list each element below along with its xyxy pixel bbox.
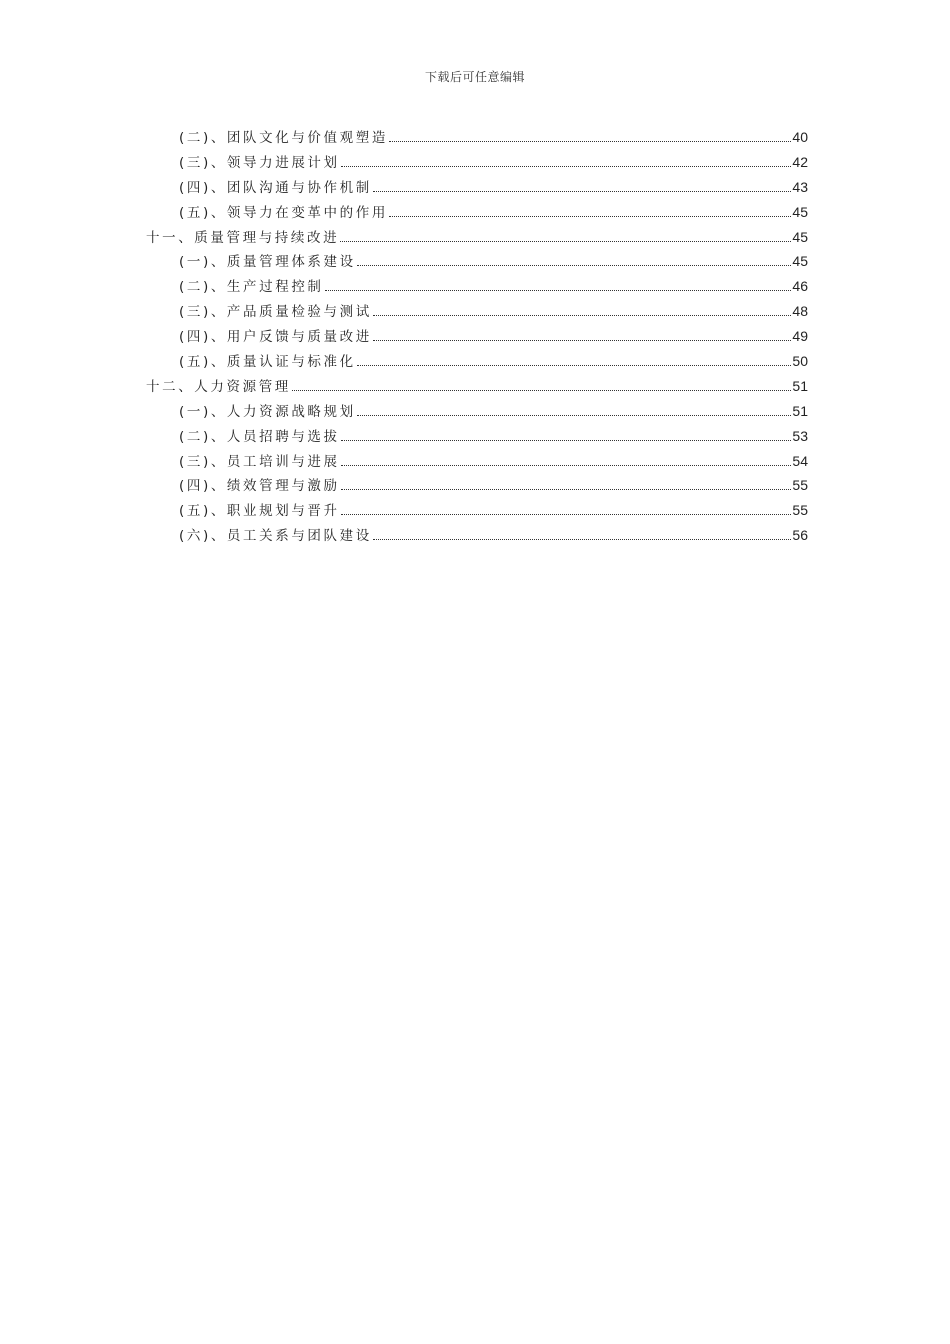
toc-entry-title: (二)、生产过程控制 [179,279,324,296]
toc-dot-leader [389,141,791,142]
toc-dot-leader [341,465,792,466]
toc-dot-leader [389,216,791,217]
toc-entry[interactable] [146,474,808,499]
toc-entry-title: (二)、团队文化与价值观塑造 [179,130,388,146]
toc-page-number: 46 [792,278,808,295]
toc-page-number: 55 [792,502,808,519]
toc-dot-leader [373,539,792,540]
toc-entry-title: (三)、产品质量检验与测试 [179,304,372,321]
toc-entry[interactable] [146,375,808,400]
toc-page-number: 45 [792,228,808,245]
toc-dot-leader [341,489,792,490]
toc-entry-title: 十二、人力资源管理 [146,378,291,395]
toc-entry-title: (一)、人力资源战略规划 [179,403,356,420]
toc-entry-title: 十一、质量管理与持续改进 [146,229,340,246]
toc-entry[interactable] [146,176,808,201]
toc-entry[interactable] [146,300,808,325]
toc-entry[interactable] [146,350,808,375]
toc-dot-leader [357,365,792,366]
toc-entry[interactable] [146,325,808,350]
toc-page-number: 53 [792,427,808,444]
toc-dot-leader [357,265,792,266]
toc-entry-title: (四)、绩效管理与激励 [179,478,340,495]
toc-page-number: 40 [792,129,808,145]
toc-entry[interactable] [146,275,808,300]
toc-entry-title: (三)、领导力进展计划 [179,154,340,171]
toc-page-number: 51 [792,377,808,394]
table-of-contents [146,126,808,549]
toc-page-number: 54 [792,452,808,469]
toc-page-number: 48 [792,303,808,320]
toc-dot-leader [340,241,791,242]
page-header: 下载后可任意编辑 [424,70,525,84]
toc-dot-leader [373,315,792,316]
toc-entry[interactable] [146,400,808,425]
toc-entry-title: (四)、用户反馈与质量改进 [179,329,372,346]
toc-entry-title: (五)、质量认证与标准化 [179,354,356,371]
toc-entry-title: (五)、领导力在变革中的作用 [179,204,388,221]
toc-dot-leader [341,440,792,441]
toc-entry-title: (三)、员工培训与进展 [179,453,340,470]
toc-entry[interactable] [146,250,808,275]
toc-dot-leader [325,290,792,291]
toc-page-number: 56 [792,527,808,544]
toc-page-number: 45 [792,253,808,270]
toc-dot-leader [357,415,792,416]
toc-page-number: 43 [792,178,808,195]
toc-page-number: 42 [792,153,808,170]
toc-entry[interactable] [146,499,808,524]
toc-dot-leader [341,166,792,167]
toc-dot-leader [373,191,792,192]
toc-entry[interactable] [146,201,808,226]
toc-entry[interactable] [146,151,808,176]
toc-entry[interactable] [146,226,808,251]
toc-page-number: 50 [792,353,808,370]
toc-entry[interactable] [146,126,808,151]
toc-entry[interactable] [146,450,808,475]
toc-dot-leader [341,514,792,515]
toc-page-number: 49 [792,328,808,345]
toc-dot-leader [373,340,792,341]
toc-entry-title: (五)、职业规划与晋升 [179,503,340,520]
toc-dot-leader [292,390,792,391]
toc-page-number: 51 [792,402,808,419]
toc-page-number: 55 [792,477,808,494]
toc-page-number: 45 [792,203,808,220]
toc-entry-title: (四)、团队沟通与协作机制 [179,179,372,196]
toc-entry-title: (六)、员工关系与团队建设 [179,528,372,545]
toc-entry-title: (一)、质量管理体系建设 [179,254,356,271]
toc-entry[interactable] [146,524,808,549]
toc-entry[interactable] [146,425,808,450]
toc-entry-title: (二)、人员招聘与选拔 [179,428,340,445]
